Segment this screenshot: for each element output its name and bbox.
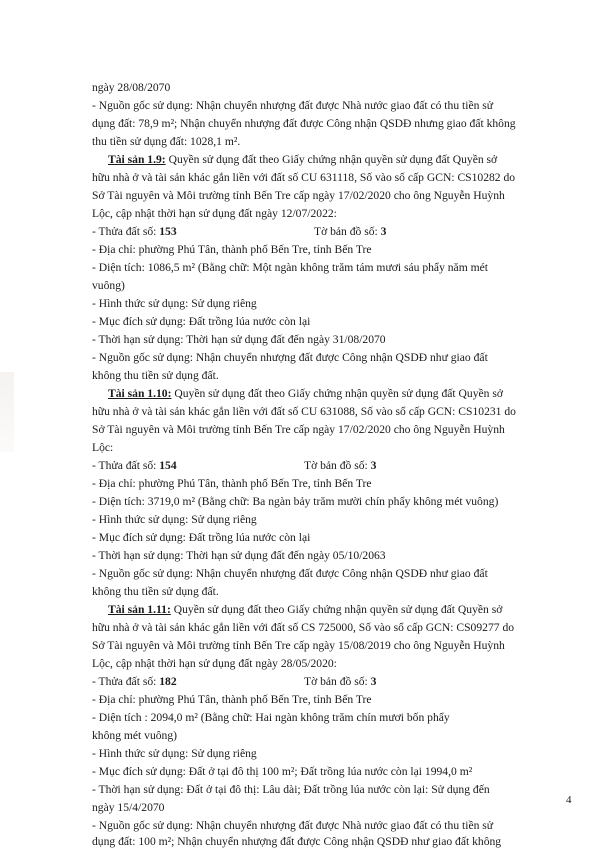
text-line: - Hình thức sử dụng: Sử dụng riêng [92,297,257,310]
text-line: - Nguồn gốc sử dụng: Nhận chuyển nhượng đất được Nhà nước giao đất có thu tiền sử [92,99,494,112]
text-line: - Nguồn gốc sử dụng: Nhận chuyển nhượng đất được Công nhận QSDĐ như giao đất [92,351,488,364]
text-line: - Địa chỉ: phường Phú Tân, thành phố Bến Tre, tỉnh Bến Tre [92,243,372,256]
text-line: Lộc: [92,441,114,454]
text-line: - Thời hạn sử dụng: Thời hạn sử dụng đất đến ngày 31/08/2070 [92,333,386,346]
text-line: không mét vuông) [92,729,178,742]
asset-heading-1-10: Tài sản 1.10: Quyền sử dụng đất theo Giấy chứng nhận quyền sử dụng đất Quyền sở [108,387,503,400]
text-line: - Mục đích sử dụng: Đất ở tại đô thị 100 m²; Đất trồng lúa nước còn lại 1994,0 m² [92,765,473,778]
text-line: vuông) [92,279,125,292]
text-line: ngày 28/08/2070 [92,81,171,94]
text-line: - Nguồn gốc sử dụng: Nhận chuyển nhượng đất được Công nhận QSDĐ như giao đất [92,567,488,580]
page-number: 4 [566,794,572,806]
text-line: - Thời hạn sử dụng: Thời hạn sử dụng đất đến ngày 05/10/2063 [92,549,386,562]
map-sheet-line: Tờ bản đồ số: 3 [304,459,377,472]
parcel-line: - Thửa đất số: 153 [92,225,177,238]
text-line: - Hình thức sử dụng: Sử dụng riêng [92,513,257,526]
text-line: thu tiền sử dụng đất: 1028,1 m². [92,135,241,148]
parcel-line: - Thửa đất số: 154 [92,459,177,472]
map-sheet-line: Tờ bản đồ số: 3 [314,225,387,238]
text-line: Lộc, cập nhật thời hạn sử dụng đất ngày 28/05/2020: [92,657,337,670]
text-line: hữu nhà ở và tài sản khác gắn liền với đất số CS 725000, Số vào sổ cấp GCN: CS09277 do [92,621,515,634]
text-line: dụng đất: 100 m²; Nhận chuyển nhượng đất được Công nhận QSDĐ như giao đất không [92,835,502,848]
asset-label: Tài sản 1.11: [108,603,171,616]
text-line: Sở Tài nguyên và Môi trường tỉnh Bến Tre cấp ngày 17/02/2020 cho ông Nguyễn Huỳnh [92,423,505,436]
text-line: - Mục đích sử dụng: Đất trồng lúa nước còn lại [92,315,311,328]
text-line: không thu tiền sử dụng đất. [92,585,219,598]
text-line: - Địa chỉ: phường Phú Tân, thành phố Bến Tre, tỉnh Bến Tre [92,477,372,490]
text-line: hữu nhà ở và tài sản khác gắn liền với đất số CU 631118, Số vào số cấp GCN: CS10282 do [92,171,516,184]
parcel-line: - Thửa đất số: 182 [92,675,177,688]
text-line: hữu nhà ở và tài sản khác gắn liền với đất số CU 631088, Số vào sổ cấp GCN: CS10231 do [92,405,516,418]
text-line: - Diện tích: 3719,0 m² (Bằng chữ: Ba ngàn bảy trăm mười chín phẩy không mét vuông) [92,495,499,508]
text-line: - Diện tích : 2094,0 m² (Bằng chữ: Hai ngàn không trăm chín mươi bốn phẩy [92,711,450,724]
text-line: - Diện tích: 1086,5 m² (Bằng chữ: Một ngàn không trăm tám mươi sáu phẩy năm mét [92,261,489,274]
text-line: - Mục đích sử dụng: Đất trồng lúa nước còn lại [92,531,311,544]
map-sheet-line: Tờ bản đồ số: 3 [304,675,377,688]
text-line: - Nguồn gốc sử dụng: Nhận chuyển nhượng đất được Nhà nước giao đất có thu tiền sử [92,819,494,832]
text-line: ngày 15/4/2070 [92,801,165,814]
margin-stamp-mark [0,372,14,452]
text-line: - Hình thức sử dụng: Sử dụng riêng [92,747,257,760]
asset-heading-1-9: Tài sản 1.9: Quyền sử dụng đất theo Giấy chứng nhận quyền sử dụng đất Quyền sở [108,153,498,166]
text-line: Sở Tài nguyên và Môi trường tỉnh Bến Tre cấp ngày 17/02/2020 cho ông Nguyễn Huỳnh [92,189,505,202]
asset-label: Tài sản 1.9: [108,153,166,166]
text-line: không thu tiền sử dụng đất. [92,369,219,382]
text-line: dụng đất: 78,9 m²; Nhận chuyển nhượng đất được Công nhận QSDĐ nhưng giao đất không [92,117,516,130]
text-line: Sở Tài nguyên và Môi trường tỉnh Bến Tre cấp ngày 15/08/2019 cho ông Nguyễn Huỳnh [92,639,505,652]
text-line: - Địa chỉ: phường Phú Tân, thành phố Bến Tre, tỉnh Bến Tre [92,693,372,706]
asset-label: Tài sản 1.10: [108,387,172,400]
text-line: Lộc, cập nhật thời hạn sử dụng đất ngày 12/07/2022: [92,207,337,220]
text-line: - Thời hạn sử dụng: Đất ở tại đô thị: Lâu dài; Đất trồng lúa nước còn lại: Sử dụng đến [92,783,490,796]
asset-heading-1-11: Tài sản 1.11: Quyền sử dụng đất theo Giấy chứng nhận quyền sử dụng đất Quyền sở [108,603,503,616]
